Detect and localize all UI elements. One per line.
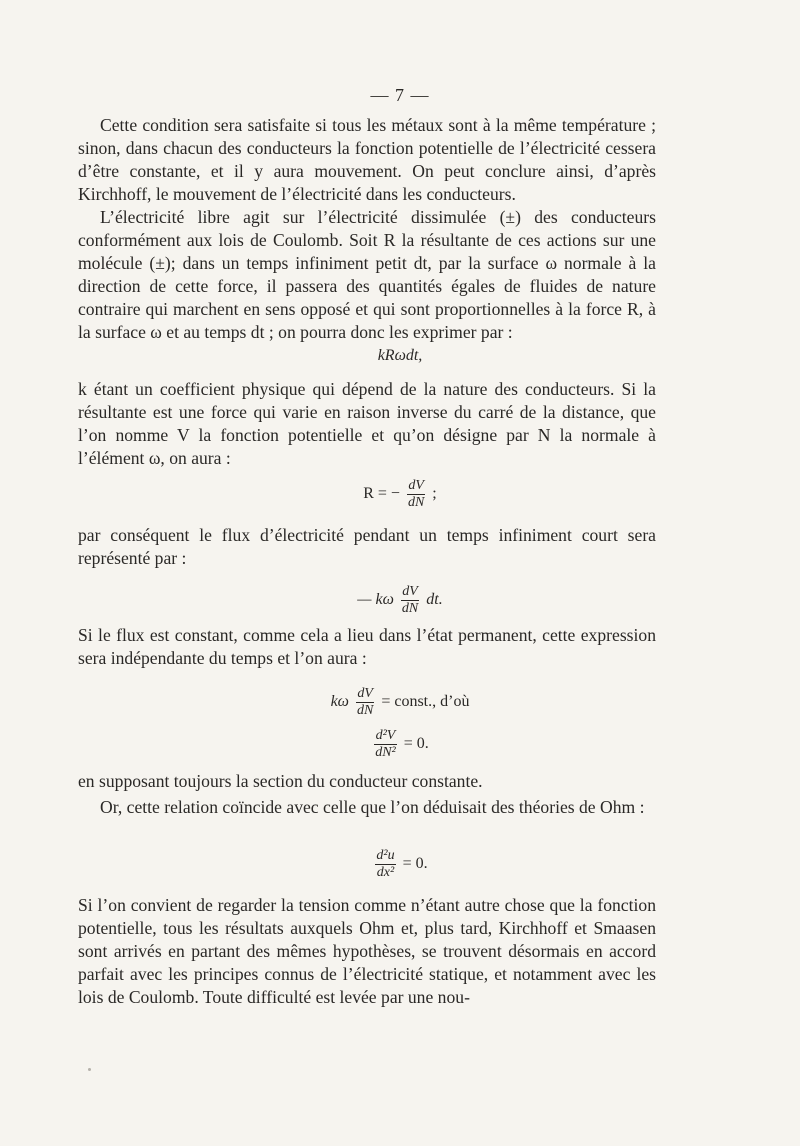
formula-text: kRωdt, [377, 347, 423, 364]
formula-rhs: = 0. [403, 735, 429, 753]
paragraph-text: par conséquent le flux d’électricité pendant un temps infiniment court sera représenté par : [78, 525, 656, 568]
paragraph-2 [78, 206, 656, 344]
fraction-denominator: dx² [376, 865, 395, 880]
formula-constant [0, 686, 800, 719]
formula-fraction [375, 848, 395, 881]
paragraph-text: Si le flux est constant, comme cela a lieu dans l’état permanent, cette expression sera indépendante du temps et l’on aura : [78, 625, 656, 668]
paragraph-text: Si l’on convient de regarder la tension comme n’étant autre chose que la fonction potentielle, tous les résultats auxquels Ohm et, plus tard, Kirchhoff et Smaasen sont arrivés en partant des mêmes hypothèses, se trouvent désormais en accord parfait avec les principes connus de l’électricité statique, et notamment avec les lois de Coulomb. Toute difficulté est levée par une nou- [78, 895, 656, 1007]
fraction-denominator: dN [356, 703, 374, 718]
formula-fraction [407, 478, 425, 511]
formula-fraction [356, 686, 374, 719]
formula-ohm [0, 848, 800, 881]
formula-flux [0, 584, 800, 617]
paragraph-7 [78, 796, 656, 819]
fraction-numerator: dV [402, 584, 418, 599]
formula-k-r-omega-dt [0, 346, 800, 366]
fraction-denominator: dN [401, 601, 419, 616]
fraction-numerator: dV [357, 686, 373, 701]
fraction-denominator: dN² [375, 745, 396, 760]
paragraph-3 [78, 378, 656, 470]
paper-speck [88, 1068, 91, 1071]
fraction-numerator: dV [408, 478, 424, 493]
fraction-numerator: d²u [376, 848, 395, 863]
formula-r-equals [0, 478, 800, 511]
paragraph-5 [78, 624, 656, 670]
paragraph-1 [78, 114, 656, 206]
page-number: — 7 — [370, 85, 430, 105]
formula-rhs: ; [432, 485, 437, 503]
paragraph-8 [78, 894, 656, 1009]
formula-lhs: R = − [363, 485, 400, 503]
formula-lhs: kω [330, 693, 349, 711]
paragraph-text: Cette condition sera satisfaite si tous les métaux sont à la même température ; sinon, dans chacun des conducteurs la fonction potentielle de l’électricité cessera d’être constante, et il y aura mouvement. On peut conclure ainsi, d’après Kirchhoff, le mouvement de l’électricité dans les conducteurs. [78, 115, 656, 204]
paragraph-4 [78, 524, 656, 570]
paragraph-text: k étant un coefficient physique qui dépend de la nature des conducteurs. Si la résultante est une force qui varie en raison inverse du carré de la distance, que l’on nomme V la fonction potentielle et qu’on désigne par N la normale à l’élément ω, on aura : [78, 379, 656, 468]
formula-fraction [374, 728, 397, 761]
paragraph-text: Or, cette relation coïncide avec celle que l’on déduisait des théories de Ohm : [100, 797, 645, 817]
formula-second-derivative-v [0, 728, 800, 761]
formula-fraction [401, 584, 419, 617]
paragraph-6 [78, 770, 656, 793]
paragraph-text: L’électricité libre agit sur l’électricité dissimulée (±) des conducteurs conformément aux lois de Coulomb. Soit R la résultante de ces actions sur une molécule (±); dans un temps infiniment petit dt, par la surface ω normale à la direction de cette force, il passera des quantités égales de fluides de nature contraire qui marchent en sens opposé et qui sont proportionnelles à la force R, à la surface ω et au temps dt ; on pourra donc les exprimer par : [78, 207, 656, 342]
fraction-numerator: d²V [375, 728, 396, 743]
formula-rhs: = const., d’où [381, 693, 470, 711]
formula-rhs: = 0. [402, 855, 428, 873]
formula-rhs: dt. [426, 591, 443, 609]
formula-lhs: — kω [357, 591, 394, 609]
fraction-denominator: dN [407, 495, 425, 510]
paragraph-text: en supposant toujours la section du conducteur constante. [78, 771, 483, 791]
